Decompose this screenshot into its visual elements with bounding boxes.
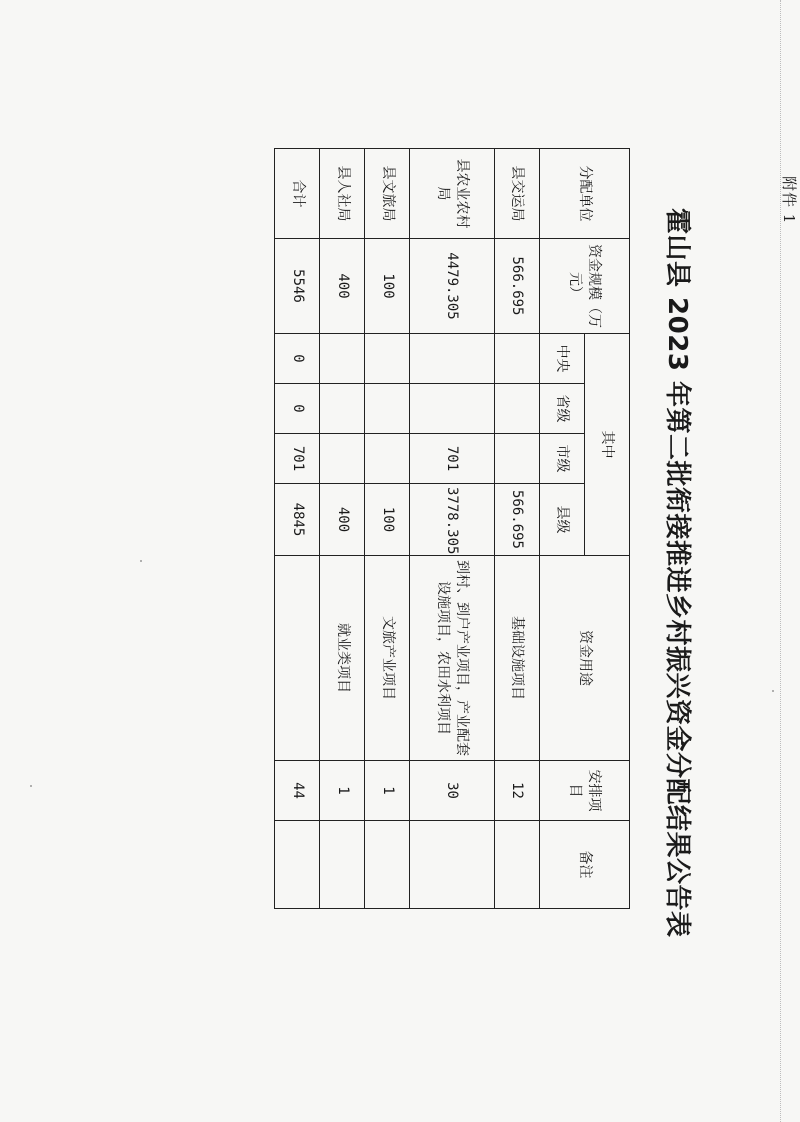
- cell-county: 3778.305: [410, 484, 494, 556]
- scan-speck: [140, 560, 142, 562]
- allocation-table: [274, 148, 630, 909]
- cell-central: 0: [275, 334, 320, 384]
- cell-central: [410, 334, 494, 384]
- scan-speck: [772, 690, 774, 692]
- annex-label: 附件 1: [780, 176, 798, 225]
- cell-municipal: [320, 434, 365, 484]
- cell-projects: 1: [365, 761, 410, 821]
- total-row: [275, 149, 320, 909]
- cell-usage: 文旅产业项目: [365, 556, 410, 761]
- cell-remark: [410, 821, 494, 909]
- header-provincial: 省级: [539, 384, 584, 434]
- cell-usage: 到村、到户产业项目，产业配套设施项目，农田水利项目: [410, 556, 494, 761]
- cell-scale: 400: [320, 239, 365, 334]
- cell-provincial: [494, 384, 539, 434]
- rotated-sheet: [210, 148, 798, 968]
- cell-remark: [320, 821, 365, 909]
- header-scale: 资金规模（万元）: [539, 239, 629, 334]
- header-usage: 资金用途: [539, 556, 629, 761]
- header-central: 中央: [539, 334, 584, 384]
- header-remark: 备注: [539, 821, 629, 909]
- cell-central: [494, 334, 539, 384]
- cell-municipal: [494, 434, 539, 484]
- table-row: [320, 149, 365, 909]
- scan-edge: [780, 0, 782, 1122]
- header-projects: 安排项目: [539, 761, 629, 821]
- cell-unit: 合计: [275, 149, 320, 239]
- header-of-which: 其中: [584, 334, 629, 556]
- cell-projects: 1: [320, 761, 365, 821]
- cell-usage: [275, 556, 320, 761]
- cell-unit: 县农业农村局: [410, 149, 494, 239]
- cell-projects: 44: [275, 761, 320, 821]
- header-unit: 分配单位: [539, 149, 629, 239]
- cell-provincial: [320, 384, 365, 434]
- scan-speck: [30, 785, 32, 787]
- cell-projects: 30: [410, 761, 494, 821]
- cell-scale: 5546: [275, 239, 320, 334]
- table-row: [365, 149, 410, 909]
- cell-county: 566.695: [494, 484, 539, 556]
- cell-municipal: 701: [410, 434, 494, 484]
- cell-provincial: 0: [275, 384, 320, 434]
- cell-central: [320, 334, 365, 384]
- cell-central: [365, 334, 410, 384]
- cell-municipal: 701: [275, 434, 320, 484]
- header-row-1: [584, 149, 629, 909]
- cell-scale: 4479.305: [410, 239, 494, 334]
- cell-county: 400: [320, 484, 365, 556]
- header-municipal: 市级: [539, 434, 584, 484]
- cell-remark: [494, 821, 539, 909]
- cell-usage: 基础设施项目: [494, 556, 539, 761]
- cell-remark: [275, 821, 320, 909]
- cell-usage: 就业类项目: [320, 556, 365, 761]
- cell-municipal: [365, 434, 410, 484]
- cell-remark: [365, 821, 410, 909]
- cell-scale: 566.695: [494, 239, 539, 334]
- cell-scale: 100: [365, 239, 410, 334]
- cell-unit: 县交运局: [494, 149, 539, 239]
- header-county: 县级: [539, 484, 584, 556]
- cell-county: 4845: [275, 484, 320, 556]
- table-row: [410, 149, 494, 909]
- cell-unit: 县文旅局: [365, 149, 410, 239]
- cell-provincial: [365, 384, 410, 434]
- table-row: [494, 149, 539, 909]
- cell-provincial: [410, 384, 494, 434]
- cell-projects: 12: [494, 761, 539, 821]
- cell-county: 100: [365, 484, 410, 556]
- page-title: 霍山县 2023 年第二批衔接推进乡村振兴资金分配结果公告表: [662, 208, 692, 938]
- cell-unit: 县人社局: [320, 149, 365, 239]
